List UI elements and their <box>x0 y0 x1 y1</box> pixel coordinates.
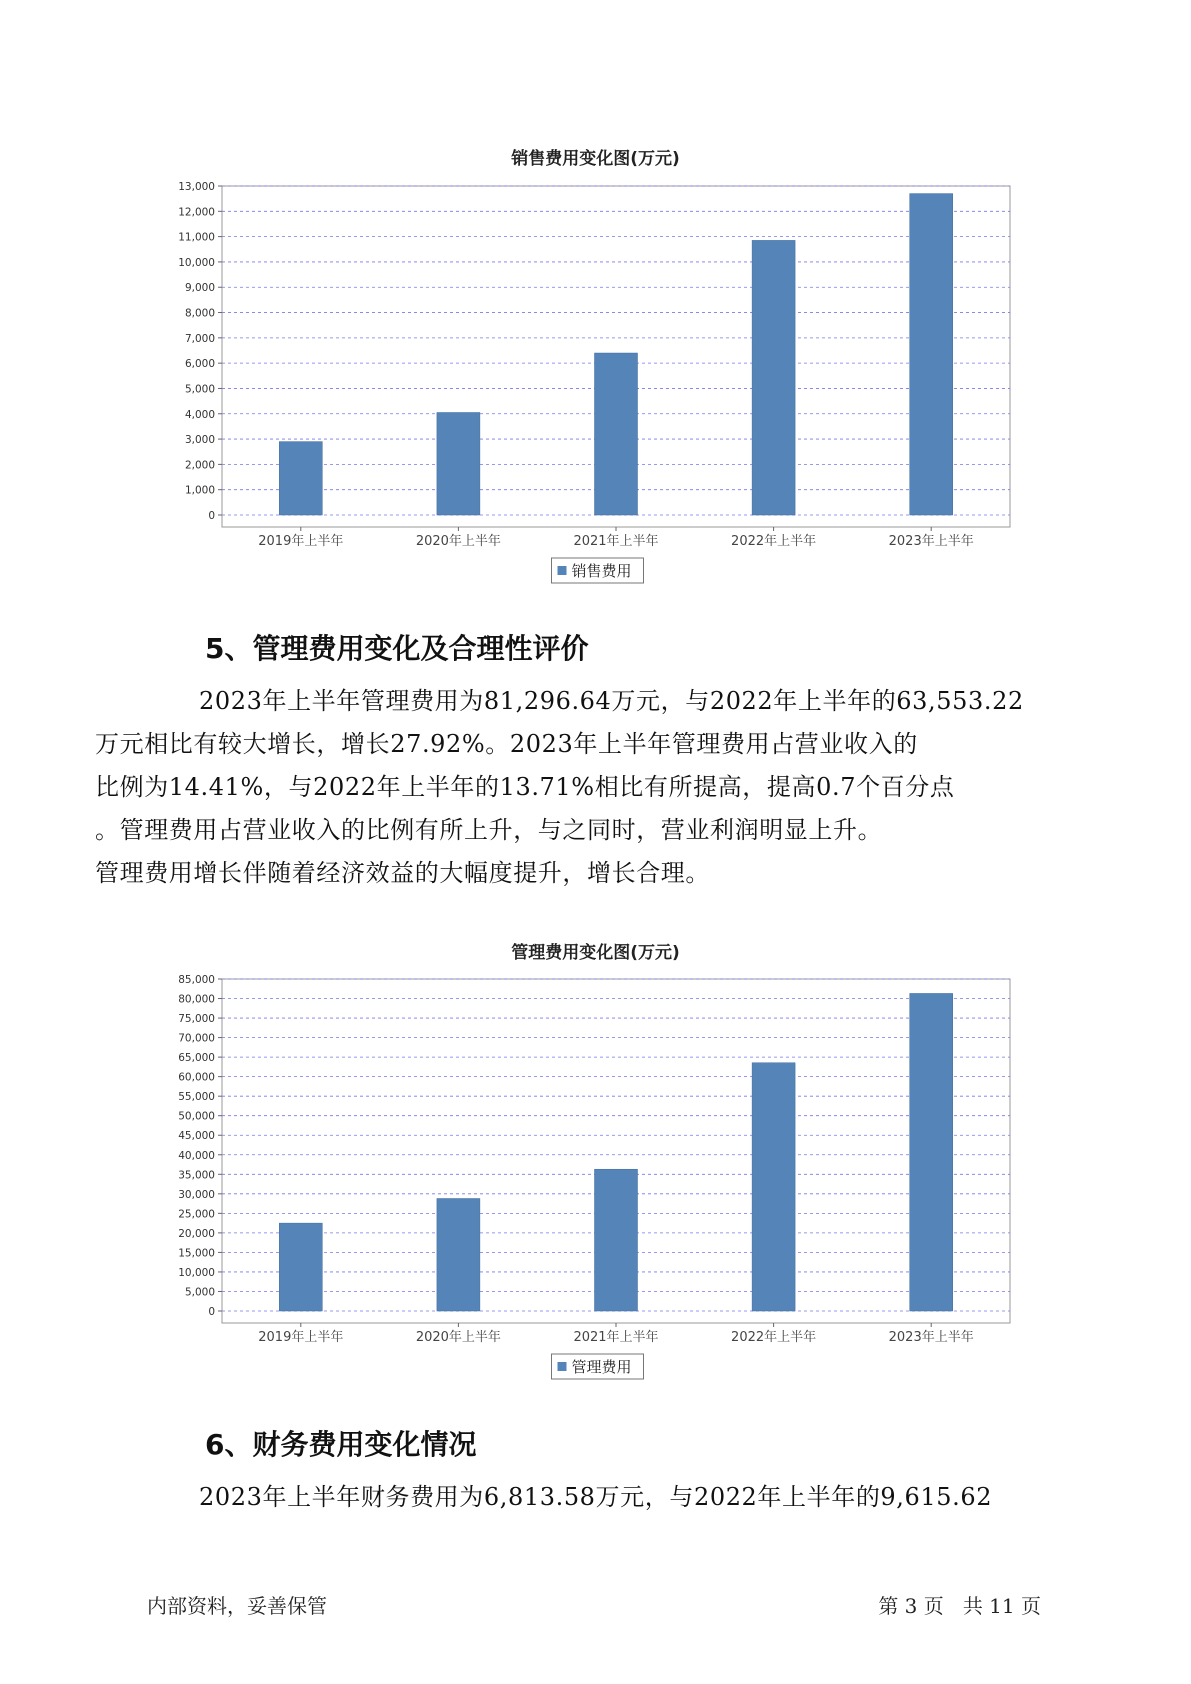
y-tick-label: 10,000 <box>178 1266 215 1279</box>
y-tick-label: 60,000 <box>178 1071 215 1084</box>
x-tick-label: 2019年上半年 <box>258 534 344 549</box>
y-tick-label: 45,000 <box>178 1130 215 1143</box>
paragraph-line: 。管理费用占营业收入的比例有所上升，与之同时，营业利润明显上升。 <box>95 816 883 844</box>
y-tick-label: 13,000 <box>178 181 215 193</box>
section-heading-5: 5、管理费用变化及合理性评价 <box>205 632 589 665</box>
y-tick-label: 0 <box>208 510 215 522</box>
y-tick-label: 15,000 <box>178 1247 215 1260</box>
y-tick-label: 85,000 <box>178 974 215 986</box>
paragraph-line: 2023年上半年管理费用为81,296.64万元，与2022年上半年的63,553.22 <box>199 687 1024 715</box>
footer-confidential-note: 内部资料，妥善保管 <box>147 1594 327 1618</box>
x-tick-label: 2022年上半年 <box>731 1330 817 1345</box>
paragraph-line: 2023年上半年财务费用为6,813.58万元，与2022年上半年的9,615.62 <box>199 1483 993 1511</box>
y-tick-label: 2,000 <box>184 459 215 472</box>
x-tick-label: 2020年上半年 <box>415 534 501 549</box>
y-tick-label: 10,000 <box>178 256 215 269</box>
y-tick-label: 7,000 <box>184 332 215 345</box>
bar <box>279 1223 322 1311</box>
x-tick-label: 2021年上半年 <box>573 1330 659 1345</box>
legend-swatch <box>558 1362 567 1371</box>
x-tick-label: 2020年上半年 <box>415 1330 501 1345</box>
chart-title-management: 管理费用变化图(万元) <box>511 943 680 963</box>
paragraph-line: 比例为14.41%，与2022年上半年的13.71%相比有所提高，提高0.7个百分点 <box>95 773 955 801</box>
footer-page-number: 第 3 页 共 11 页 <box>878 1594 1041 1618</box>
y-tick-label: 55,000 <box>178 1091 215 1104</box>
y-tick-label: 35,000 <box>178 1169 215 1182</box>
y-tick-label: 1,000 <box>184 484 215 497</box>
x-tick-label: 2022年上半年 <box>731 534 817 549</box>
y-tick-label: 40,000 <box>178 1149 215 1162</box>
paragraph-line: 管理费用增长伴随着经济效益的大幅度提升，增长合理。 <box>95 859 710 887</box>
y-tick-label: 20,000 <box>178 1227 215 1240</box>
bar <box>595 1169 638 1311</box>
y-tick-label: 11,000 <box>178 231 215 244</box>
y-tick-label: 4,000 <box>184 408 215 421</box>
y-tick-label: 65,000 <box>178 1052 215 1065</box>
bar <box>910 993 953 1311</box>
chart-title-sales: 销售费用变化图(万元) <box>511 149 680 169</box>
x-tick-label: 2023年上半年 <box>888 534 974 549</box>
y-tick-label: 12,000 <box>178 206 215 219</box>
y-tick-label: 6,000 <box>184 358 215 371</box>
legend-label: 销售费用 <box>571 562 632 580</box>
y-tick-label: 5,000 <box>184 1286 215 1299</box>
y-tick-label: 70,000 <box>178 1032 215 1045</box>
paragraph-line: 万元相比有较大增长，增长27.92%。2023年上半年管理费用占营业收入的 <box>95 730 918 758</box>
bar <box>437 1199 480 1311</box>
x-tick-label: 2019年上半年 <box>258 1330 344 1345</box>
y-tick-label: 5,000 <box>184 383 215 396</box>
y-tick-label: 30,000 <box>178 1188 215 1201</box>
y-tick-label: 0 <box>208 1306 215 1318</box>
y-tick-label: 8,000 <box>184 307 215 320</box>
y-tick-label: 3,000 <box>184 434 215 447</box>
section-heading-6: 6、财务费用变化情况 <box>205 1428 477 1461</box>
y-tick-label: 25,000 <box>178 1208 215 1221</box>
y-tick-label: 75,000 <box>178 1013 215 1026</box>
y-tick-label: 50,000 <box>178 1110 215 1123</box>
legend-label: 管理费用 <box>571 1358 632 1376</box>
bar <box>752 1063 795 1311</box>
y-tick-label: 9,000 <box>184 282 215 295</box>
x-tick-label: 2021年上半年 <box>573 534 659 549</box>
paragraph-finance-expense <box>147 1476 1077 1519</box>
x-tick-label: 2023年上半年 <box>888 1330 974 1345</box>
y-tick-label: 80,000 <box>178 993 215 1006</box>
